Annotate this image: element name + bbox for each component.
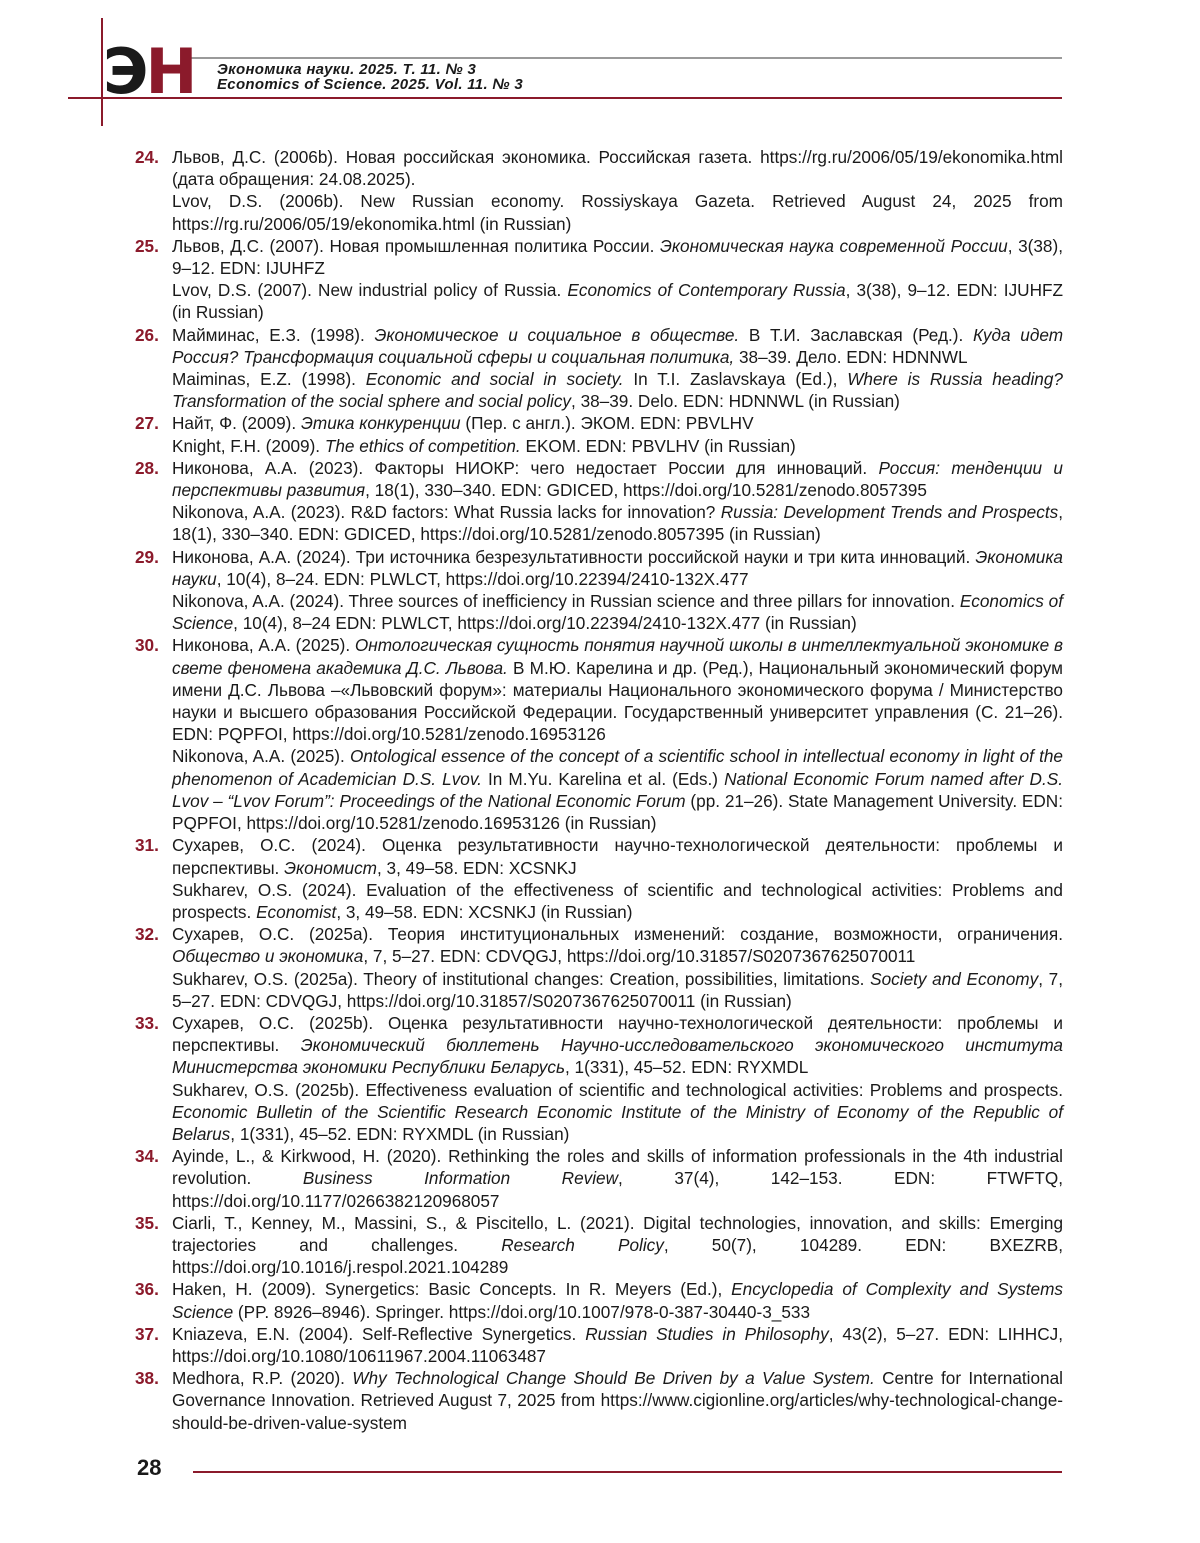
reference-translation: Nikonova, A.A. (2024). Three sources of inefficiency in Russian science and three pillars for innovation. Economics of Science, 10(4), 8–24 EDN: PLWLCT, https://doi.org/10.22394/2410-132X.477 (in Russian) bbox=[172, 591, 1063, 634]
reference-original: Сухарев, О.С. (2025b). Оценка результативности научно-технологической деятельности: проблемы и перспективы. Экономический бюллетень Научно-исследовательского экономического института Министерства экономики Республики Беларусь, 1(331), 45–52. EDN: RYXMDL bbox=[172, 1012, 1063, 1078]
reference-number: 30. bbox=[135, 635, 159, 656]
reference-number: 28. bbox=[135, 457, 159, 478]
logo-letter-e: Э bbox=[103, 35, 146, 108]
reference-number: 24. bbox=[135, 147, 159, 167]
reference-number: 37. bbox=[135, 1323, 159, 1344]
reference-item bbox=[135, 235, 1063, 324]
page-number: 28 bbox=[137, 1455, 162, 1480]
reference-translation: Sukharev, O.S. (2025b). Effectiveness evaluation of scientific and technological activities: Problems and prospects. Economic Bulletin of the Scientific Research Economic Institute of the Ministry of Economy of the Republic of Belarus, 1(331), 45–52. EDN: RYXMDL (in Russian) bbox=[172, 1079, 1063, 1144]
journal-logo bbox=[103, 35, 195, 108]
journal-title bbox=[217, 62, 523, 92]
reference-translation: Sukharev, O.S. (2024). Evaluation of the effectiveness of scientific and technological activities: Problems and prospects. Economist, 3, 49–58. EDN: XCSNKJ (in Russian) bbox=[172, 879, 1063, 922]
reference-number: 38. bbox=[135, 1368, 159, 1389]
reference-item bbox=[135, 634, 1063, 834]
reference-translation: Nikonova, A.A. (2025). Ontological essence of the concept of a scientific school in intellectual economy in light of the phenomenon of Academician D.S. Lvov. In M.Yu. Karelina et al. (Eds.) National Economic Forum named after D.S. Lvov – “Lvov Forum”: Proceedings of the National Economic Forum (pp. 21–26). State Management University. EDN: PQPFOI, https://doi.org/10.5281/zenodo.16953126 (in Russian) bbox=[172, 746, 1063, 834]
reference-translation: Lvov, D.S. (2006b). New Russian economy. Rossiyskaya Gazeta. Retrieved August 24, 2025 from https://rg.ru/2006/05/19/ekonomika.html (in Russian) bbox=[172, 191, 1063, 234]
reference-number: 25. bbox=[135, 235, 159, 256]
reference-original: Никонова, А.А. (2024). Три источника безрезультативности российской науки и три кита инноваций. Экономика науки, 10(4), 8–24. EDN: PLWLCT, https://doi.org/10.22394/2410-132X.477 bbox=[172, 546, 1063, 589]
reference-original: Medhora, R.P. (2020). Why Technological Change Should Be Driven by a Value System. Centre for International Governance Innovation. Retrieved August 7, 2025 from https://www.cigionline.org/articles/why-technological-change-should-be-driven-value-system bbox=[172, 1368, 1063, 1433]
footer-rule bbox=[193, 1471, 1062, 1473]
reference-item bbox=[135, 834, 1063, 923]
journal-title-en: Economics of Science. 2025. Vol. 11. № 3 bbox=[217, 76, 523, 93]
reference-original: Сухарев, О.С. (2025a). Теория институциональных изменений: создание, возможности, ограничения. Общество и экономика, 7, 5–27. EDN: CDVQGJ, https://doi.org/10.31857/S0207367625070011 bbox=[172, 924, 1063, 967]
reference-item bbox=[135, 546, 1063, 635]
reference-item bbox=[135, 457, 1063, 546]
reference-number: 33. bbox=[135, 1012, 159, 1033]
reference-original: Львов, Д.С. (2006b). Новая российская экономика. Российская газета. https://rg.ru/2006/05/19/ekonomika.html (дата обращения: 24.08.2025). bbox=[172, 147, 1063, 190]
reference-item bbox=[135, 1367, 1063, 1434]
reference-number: 31. bbox=[135, 835, 159, 856]
reference-number: 35. bbox=[135, 1212, 159, 1233]
reference-original: Никонова, А.А. (2023). Факторы НИОКР: чего недостает России для инноваций. Россия: тенденции и перспективы развития, 18(1), 330–340. EDN: GDICED, https://doi.org/10.5281/zenodo.8057395 bbox=[172, 457, 1063, 501]
reference-number: 34. bbox=[135, 1146, 159, 1167]
header-red-rule bbox=[68, 97, 1062, 99]
reference-item bbox=[135, 412, 1063, 456]
reference-item bbox=[135, 146, 1063, 235]
reference-item bbox=[135, 324, 1063, 413]
logo-letter-n: Н bbox=[145, 35, 195, 108]
reference-original: Львов, Д.С. (2007). Новая промышленная политика России. Экономическая наука современной России, 3(38), 9–12. EDN: IJUHFZ bbox=[172, 235, 1063, 279]
reference-translation: Maiminas, E.Z. (1998). Economic and social in society. In T.I. Zaslavskaya (Ed.), Where is Russia heading? Transformation of the social sphere and social policy, 38–39. Delo. EDN: HDNNWL (in Russian) bbox=[172, 369, 1063, 412]
reference-translation: Nikonova, A.A. (2023). R&D factors: What Russia lacks for innovation? Russia: Development Trends and Prospects, 18(1), 330–340. EDN: GDICED, https://doi.org/10.5281/zenodo.8057395 (in Russian) bbox=[172, 502, 1063, 545]
journal-title-ru: Экономика науки. 2025. Т. 11. № 3 bbox=[217, 61, 477, 78]
reference-translation: Lvov, D.S. (2007). New industrial policy of Russia. Economics of Contemporary Russia, 3(38), 9–12. EDN: IJUHFZ (in Russian) bbox=[172, 280, 1063, 323]
reference-original: Haken, H. (2009). Synergetics: Basic Concepts. In R. Meyers (Ed.), Encyclopedia of Complexity and Systems Science (PP. 8926–8946). Springer. https://doi.org/10.1007/978-0-387-30440-3_533 bbox=[172, 1279, 1063, 1322]
reference-item bbox=[135, 1145, 1063, 1212]
reference-original: Сухарев, О.С. (2024). Оценка результативности научно-технологической деятельности: проблемы и перспективы. Экономист, 3, 49–58. EDN: XCSNKJ bbox=[172, 835, 1063, 878]
reference-original: Никонова, А.А. (2025). Онтологическая сущность понятия научной школы в интеллектуальной экономике в свете феномена академика Д.С. Львова. В М.Ю. Карелина и др. (Ред.), Национальный экономический форум имени Д.С. Львова –«Львовский форум»: материалы Национального экономического форума / Министерство науки и высшего образования Российской Федерации. Государственный университет управления (С. 21–26). EDN: PQPFOI, https://doi.org/10.5281/zenodo.16953126 bbox=[172, 635, 1063, 745]
reference-item bbox=[135, 1323, 1063, 1367]
reference-number: 26. bbox=[135, 324, 159, 345]
reference-translation: Knight, F.H. (2009). The ethics of competition. EKOM. EDN: PBVLHV (in Russian) bbox=[172, 435, 796, 456]
reference-original: Найт, Ф. (2009). Этика конкуренции (Пер. с англ.). ЭКОМ. EDN: PBVLHV bbox=[172, 413, 754, 434]
reference-list bbox=[135, 146, 1063, 1434]
reference-translation: Sukharev, O.S. (2025a). Theory of institutional changes: Creation, possibilities, limitations. Society and Economy, 7, 5–27. EDN: CDVQGJ, https://doi.org/10.31857/S0207367625070011 (in Russian) bbox=[172, 968, 1063, 1011]
reference-original: Майминас, Е.З. (1998). Экономическое и социальное в обществе. В Т.И. Заславская (Ред.). Куда идет Россия? Трансформация социальной сферы и социальная политика, 38–39. Дело. EDN: HDNNWL bbox=[172, 324, 1064, 367]
reference-item bbox=[135, 1012, 1063, 1145]
reference-original: Ayinde, L., & Kirkwood, H. (2020). Rethinking the roles and skills of information professionals in the 4th industrial revolution. Business Information Review, 37(4), 142–153. EDN: FTWFTQ, https://doi.org/10.1177/0266382120968057 bbox=[172, 1146, 1064, 1211]
reference-item bbox=[135, 923, 1063, 1012]
reference-original: Kniazeva, E.N. (2004). Self-Reflective Synergetics. Russian Studies in Philosophy, 43(2), 5–27. EDN: LIHHCJ, https://doi.org/10.1080/10611967.2004.11063487 bbox=[172, 1323, 1063, 1366]
reference-number: 32. bbox=[135, 924, 159, 945]
reference-original: Ciarli, T., Kenney, M., Massini, S., & Piscitello, L. (2021). Digital technologies, innovation, and skills: Emerging trajectories and challenges. Research Policy, 50(7), 104289. EDN: BXEZRB, https://doi.org/10.1016/j.respol.2021.104289 bbox=[172, 1212, 1063, 1278]
reference-item bbox=[135, 1212, 1063, 1279]
reference-number: 36. bbox=[135, 1279, 159, 1300]
reference-number: 29. bbox=[135, 546, 159, 567]
header-gray-rule bbox=[186, 57, 1062, 59]
reference-number: 27. bbox=[135, 413, 159, 434]
reference-item bbox=[135, 1278, 1063, 1322]
